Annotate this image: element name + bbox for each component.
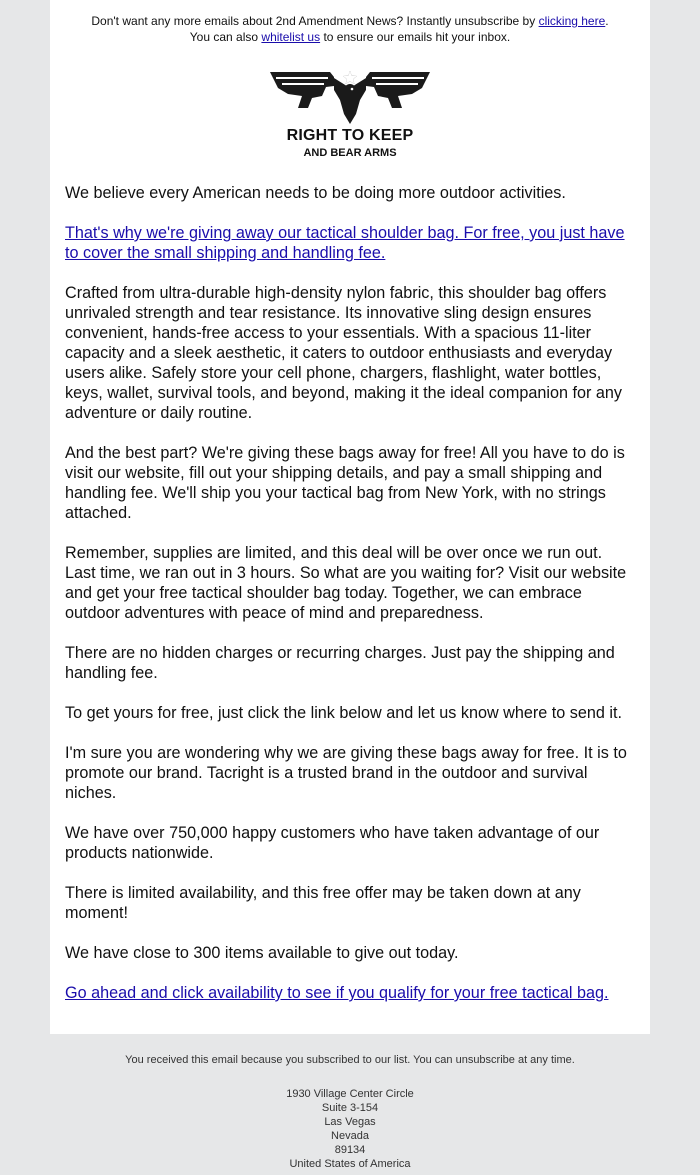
address-country: United States of America [289, 1158, 411, 1170]
body-paragraph-5: Remember, supplies are limited, and this deal will be over once we run out. Last time, we ran out in 3 hours. So what are you waiting for? Visit our website and get your free tactical shoulder bag today. Together, we can embrace outdoor adventures with peace of mind and preparedness. [65, 544, 627, 622]
preheader-line-2 [50, 29, 650, 45]
logo-title: RIGHT TO KEEP [286, 127, 414, 144]
body-paragraph-2 [65, 223, 635, 263]
address-zip: 89134 [334, 1144, 366, 1156]
unsubscribe-link[interactable]: clicking here [538, 14, 606, 28]
offer-link[interactable]: That's why we're giving away our tactical shoulder bag. For free, you just have to cover the small shipping and handling fee. [65, 224, 625, 262]
preheader-text-2: You can also [189, 30, 259, 44]
body-paragraph-4: And the best part? We're giving these bags away for free! All you have to do is visit our website, fill out your shipping details, and pay a small shipping and handling fee. We'll ship you your tactical bag from New York, with no strings attached. [65, 444, 625, 522]
body-paragraph-6: There are no hidden charges or recurring charges. Just pay the shipping and handling fee. [65, 644, 615, 682]
availability-link[interactable]: Go ahead and click availability to see if you qualify for your free tactical bag. [65, 984, 609, 1002]
brand-logo [268, 68, 432, 162]
footer-note: You received this email because you subscribed to our list. You can unsubscribe at any time. [125, 1054, 575, 1066]
body-paragraph-10: There is limited availability, and this free offer may be taken down at any moment! [65, 884, 581, 922]
body-paragraph-12 [65, 983, 635, 1003]
preheader-text-1: Don't want any more emails about 2nd Amendment News? Instantly unsubscribe by [91, 14, 536, 28]
email-footer [0, 1053, 700, 1171]
address-line-2: Suite 3-154 [321, 1102, 379, 1114]
address-state: Nevada [331, 1130, 369, 1142]
preheader [50, 13, 650, 45]
preheader-text-1-end: . [605, 14, 609, 28]
preheader-text-2-end: to ensure our emails hit your inbox. [323, 30, 511, 44]
body-paragraph-1: We believe every American needs to be doing more outdoor activities. [65, 184, 566, 202]
footer-address [0, 1087, 700, 1171]
whitelist-link[interactable]: whitelist us [261, 30, 321, 44]
body-paragraph-8: I'm sure you are wondering why we are giving these bags away for free. It is to promote our brand. Tacright is a trusted brand in the outdoor and survival niches. [65, 744, 627, 802]
body-paragraph-7: To get yours for free, just click the link below and let us know where to send it. [65, 704, 622, 722]
address-city: Las Vegas [324, 1116, 376, 1128]
email-card [50, 0, 650, 1034]
body-paragraph-3: Crafted from ultra-durable high-density nylon fabric, this shoulder bag offers unrivaled strength and tear resistance. Its innovative sling design ensures convenient, hands-free access to your essentials. With a spacious 11-liter capacity and a sleek aesthetic, it caters to outdoor enthusiasts and everyday users alike. Safely store your cell phone, chargers, flashlight, water bottles, keys, wallet, survival tools, and beyond, making it the ideal companion for any adventure or daily routine. [65, 284, 622, 422]
address-line-1: 1930 Village Center Circle [286, 1088, 414, 1100]
logo-subtitle: AND BEAR ARMS [303, 147, 397, 159]
preheader-line-1 [50, 13, 650, 29]
eagle-guns-logo-icon [268, 68, 432, 126]
email-body [65, 183, 635, 1023]
body-paragraph-11: We have close to 300 items available to give out today. [65, 944, 459, 962]
body-paragraph-9: We have over 750,000 happy customers who have taken advantage of our products nationwide. [65, 824, 600, 862]
